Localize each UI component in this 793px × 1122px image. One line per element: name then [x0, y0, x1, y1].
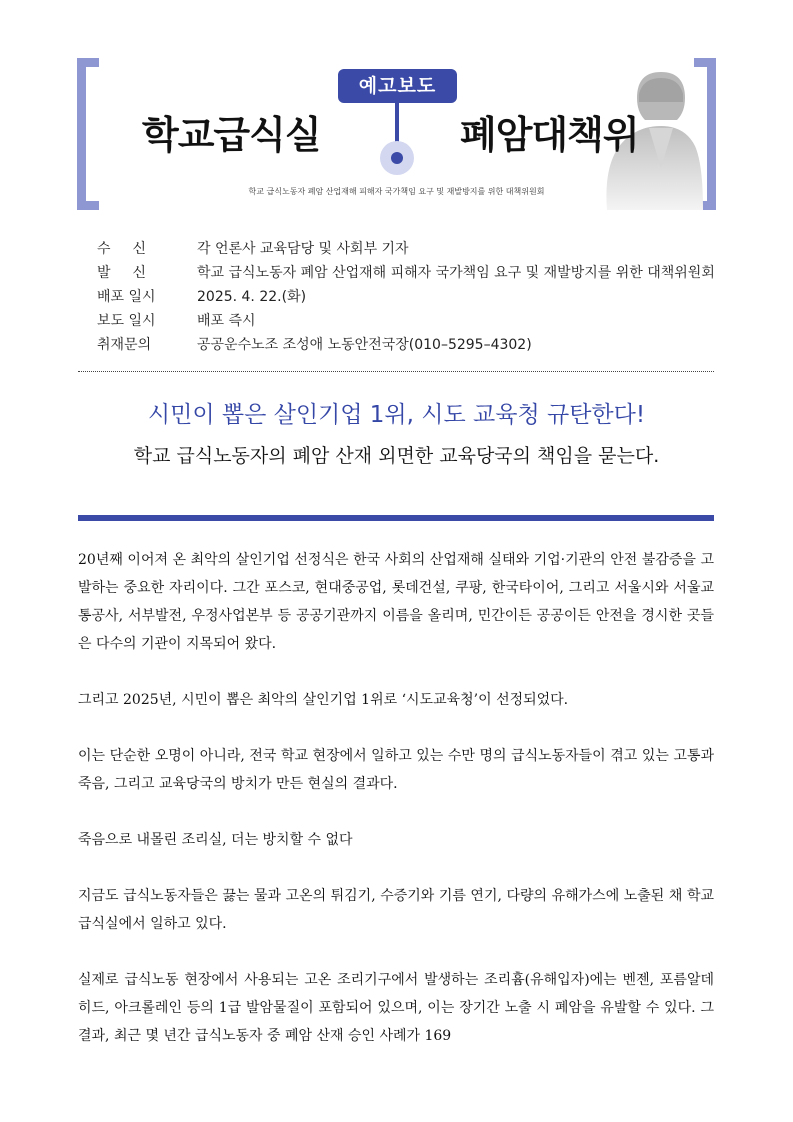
meta-label: 발신 [97, 265, 169, 281]
press-badge: 예고보도 [338, 69, 457, 103]
meta-row-contact [97, 332, 715, 356]
paragraph: 20년째 이어져 온 최악의 살인기업 선정식은 한국 사회의 산업재해 실태와 기업·기관의 안전 불감증을 고발하는 중요한 자리이다. 그간 포스코, 현대중공업, 롯데건설, 쿠팡, 한국타이어, 그리고 서울시와 서울교통공사, 서부발전, 우정사업본부 등 공공기관까지 이름을 올리며, 민간이든 공공이든 안전을 경시한 곳들은 다수의 기관이 지목되어 왔다. [78, 552, 714, 652]
meta-value: 각 언론사 교육담당 및 사회부 기자 [197, 241, 409, 257]
meta-label: 보도 일시 [97, 313, 156, 329]
headline-divider [78, 515, 714, 521]
paragraph: 그리고 2025년, 시민이 뽑은 최악의 살인기업 1위로 ‘시도교육청’이 선정되었다. [78, 692, 569, 708]
paragraph: 실제로 급식노동 현장에서 사용되는 고온 조리기구에서 발생하는 조리흄(유해입자)에는 벤젠, 포름알데히드, 아크롤레인 등의 1급 발암물질이 포함되어 있으며, 이는 장기간 노출 시 폐암을 유발할 수 있다. 그 결과, 최근 몇 년간 급식노동자 중 폐암 산재 승인 사례가 169 [78, 972, 714, 1044]
article-body [78, 546, 714, 1078]
press-header [0, 0, 793, 220]
badge-dot-inner [391, 152, 403, 164]
header-subtitle: 학교 급식노동자 폐암 산업재해 피해자 국가책임 요구 및 재발방지를 위한 대책위원회 [248, 187, 545, 196]
paragraph: 이는 단순한 오명이 아니라, 전국 학교 현장에서 일하고 있는 수만 명의 급식노동자들이 겪고 있는 고통과 죽음, 그리고 교육당국의 방치가 만든 현실의 결과다. [78, 748, 714, 792]
header-title-right: 폐암대책위 [460, 113, 639, 157]
section-heading: 죽음으로 내몰린 조리실, 더는 방치할 수 없다 [78, 832, 353, 848]
meta-row-recipient [97, 236, 715, 260]
meta-value: 학교 급식노동자 폐암 산업재해 피해자 국가책임 요구 및 재발방지를 위한 대책위원회 [197, 265, 715, 281]
meta-label: 배포 일시 [97, 289, 156, 305]
meta-value: 공공운수노조 조성애 노동안전국장(010–5295–4302) [197, 337, 532, 353]
meta-value: 배포 즉시 [197, 313, 256, 329]
header-title-left: 학교급식실 [142, 113, 321, 157]
subheadline: 학교 급식노동자의 폐암 산재 외면한 교육당국의 책임을 묻는다. [133, 445, 660, 467]
meta-label: 수신 [97, 241, 169, 257]
meta-value: 2025. 4. 22.(화) [197, 289, 307, 305]
headline: 시민이 뽑은 살인기업 1위, 시도 교육청 규탄한다! [147, 402, 646, 428]
meta-row-distribution-date [97, 284, 715, 308]
meta-row-release-date [97, 308, 715, 332]
meta-label: 취재문의 [97, 337, 152, 353]
press-meta-table [97, 236, 715, 356]
meta-divider [78, 371, 714, 372]
paragraph: 지금도 급식노동자들은 끓는 물과 고온의 튀김기, 수증기와 기름 연기, 다량의 유해가스에 노출된 채 학교 급식실에서 일하고 있다. [78, 888, 714, 932]
meta-row-sender [97, 260, 715, 284]
